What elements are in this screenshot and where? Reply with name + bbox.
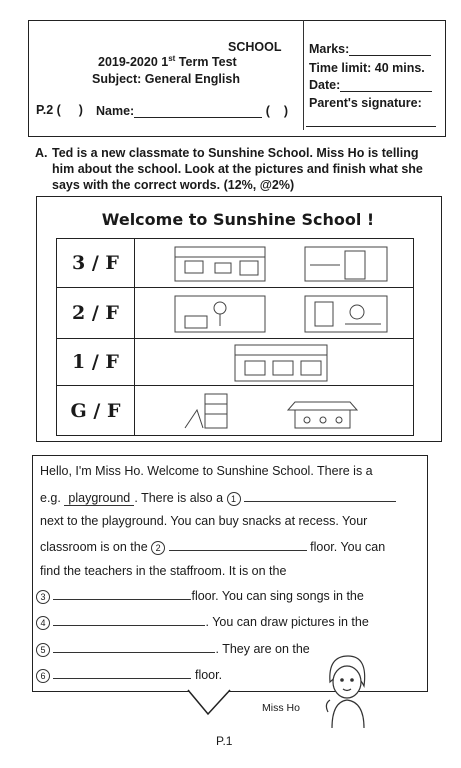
speech-line-7: 4 . You can draw pictures in the xyxy=(36,613,369,630)
speech-line-9: 6 floor. xyxy=(36,666,222,683)
answer-blank-4[interactable] xyxy=(53,613,205,626)
speaker-label: Miss Ho xyxy=(262,702,300,714)
example-answer: playground xyxy=(64,491,134,506)
blank-number-2: 2 xyxy=(151,541,165,555)
floor-label-2f: 2 / F xyxy=(57,288,135,339)
playground-tuckshop-sketches xyxy=(145,390,395,432)
page-number: P.1 xyxy=(216,734,233,748)
term-title: 2019-2020 1st Term Test xyxy=(98,54,237,70)
floor-row-3f xyxy=(57,239,413,287)
answer-blank-6[interactable] xyxy=(53,666,191,679)
blank-number-4: 4 xyxy=(36,616,50,630)
date-field[interactable]: Date: xyxy=(309,78,432,92)
welcome-title: Welcome to Sunshine School ! xyxy=(101,210,375,229)
art-music-room-sketches xyxy=(145,294,395,334)
floor-label-3f: 3 / F xyxy=(57,239,135,287)
speech-line-5: find the teachers in the staffroom. It is on the xyxy=(40,564,287,578)
floor-label-gf: G / F xyxy=(57,386,135,436)
classroom-sketches xyxy=(145,245,395,283)
staffroom-sketch xyxy=(145,343,395,383)
blank-number-5: 5 xyxy=(36,643,50,657)
time-limit: Time limit: 40 mins. xyxy=(309,61,425,75)
question-label: A. xyxy=(35,146,48,160)
header-divider xyxy=(303,20,304,130)
marks-field[interactable]: Marks: xyxy=(309,42,431,56)
question-line-3: says with the correct words. (12%, @2%) xyxy=(52,178,295,192)
class-field[interactable]: P.2 ( ) xyxy=(36,103,83,117)
floor-row-2f xyxy=(57,287,413,339)
school-name: SCHOOL xyxy=(228,40,282,54)
answer-blank-5[interactable] xyxy=(53,640,215,653)
speech-line-3: next to the playground. You can buy snacks at recess. Your xyxy=(40,514,368,528)
question-line-1: Ted is a new classmate to Sunshine School. Miss Ho is telling xyxy=(52,146,419,160)
answer-blank-2[interactable] xyxy=(169,538,307,551)
parent-signature-line[interactable] xyxy=(306,126,436,127)
answer-blank-1[interactable] xyxy=(244,489,396,502)
blank-number-3: 3 xyxy=(36,590,50,604)
floor-table xyxy=(56,238,414,436)
miss-ho-illustration xyxy=(318,652,374,730)
floor-row-1f xyxy=(57,338,413,386)
floor-label-1f: 1 / F xyxy=(57,339,135,386)
question-line-2: him about the school. Look at the pictures and finish what she xyxy=(52,162,423,176)
answer-blank-3[interactable] xyxy=(53,587,191,600)
speech-bubble-tail xyxy=(180,688,240,718)
speech-line-6: 3 floor. You can sing songs in the xyxy=(36,587,364,604)
speech-line-8: 5 . They are on the xyxy=(36,640,310,657)
parent-signature-label: Parent's signature: xyxy=(309,96,422,110)
name-field[interactable]: Name: ( ) xyxy=(96,104,289,118)
blank-number-1: 1 xyxy=(227,492,241,506)
speech-line-1: Hello, I'm Miss Ho. Welcome to Sunshine School. There is a xyxy=(40,464,373,478)
blank-number-6: 6 xyxy=(36,669,50,683)
speech-line-4: classroom is on the 2 floor. You can xyxy=(40,540,386,554)
subject-label: Subject: General English xyxy=(92,72,240,86)
speech-line-2: e.g. playground . There is also a 1 xyxy=(40,489,396,506)
floor-row-gf xyxy=(57,385,413,436)
